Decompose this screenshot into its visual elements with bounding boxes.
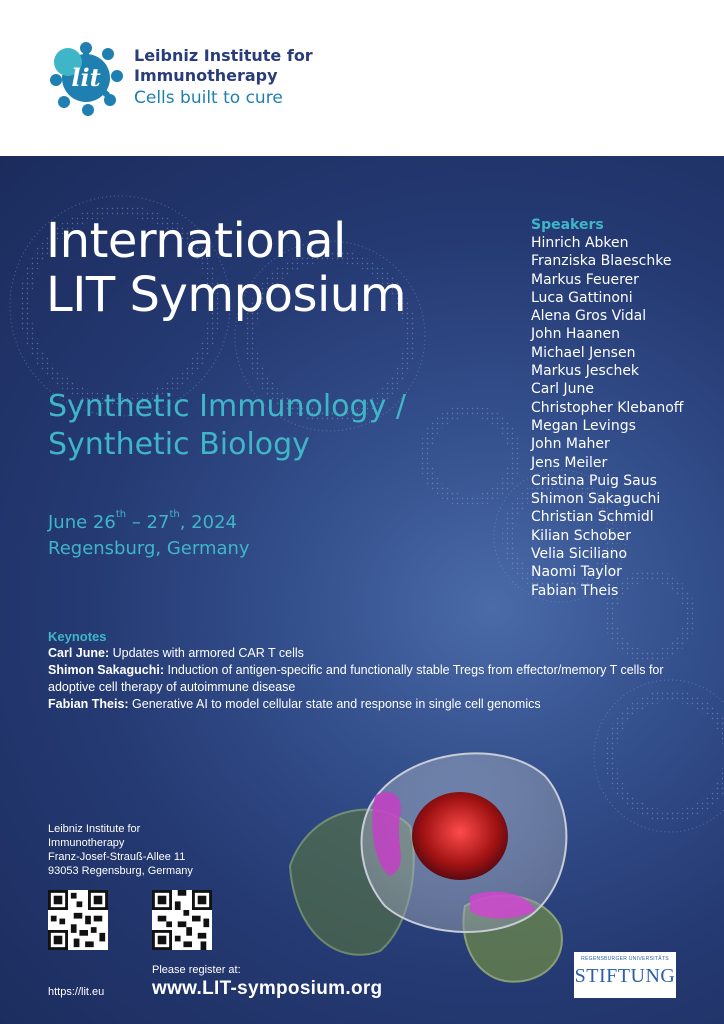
qr-code-icon xyxy=(152,890,212,950)
event-date: June 26th – 27th, 2024 xyxy=(48,509,237,533)
qr-code-icon xyxy=(48,890,108,950)
keynote-item xyxy=(48,696,688,713)
sponsor-logo-top: REGENSBURGER UNIVERSITÄTS xyxy=(581,956,669,962)
speaker-name: Megan Levings xyxy=(531,417,636,434)
address-line1: Leibniz Institute for xyxy=(48,823,141,835)
org-tagline: Cells built to cure xyxy=(134,88,283,108)
speaker-name: Cristina Puig Saus xyxy=(531,472,657,489)
speaker-name: Michael Jensen xyxy=(531,344,636,361)
speaker-name: Luca Gattinoni xyxy=(531,289,633,306)
website-link[interactable]: https://lit.eu xyxy=(48,986,105,998)
keynotes-heading: Keynotes xyxy=(48,629,107,644)
keynote-item xyxy=(48,662,688,696)
keynote-topic: Generative AI to model cellular state and response in single cell genomics xyxy=(128,697,541,711)
speaker-name: Markus Jeschek xyxy=(531,363,640,380)
keynote-topic: Updates with armored CAR T cells xyxy=(109,646,304,660)
institute-address xyxy=(48,822,193,878)
event-date-location xyxy=(48,510,250,562)
keynote-speaker: Carl June: xyxy=(48,646,110,660)
header xyxy=(0,0,724,156)
keynote-item xyxy=(48,645,688,662)
speakers-list xyxy=(531,216,683,600)
speakers-heading: Speakers xyxy=(531,217,604,233)
register-prompt: Please register at: xyxy=(152,964,241,976)
speaker-name: Hinrich Abken xyxy=(531,235,629,251)
speaker-name: Shimon Sakaguchi xyxy=(531,491,661,508)
address-line4: 93053 Regensburg, Germany xyxy=(48,865,193,877)
subtitle-line2: Synthetic Biology xyxy=(48,427,310,462)
speaker-name: Franziska Blaeschke xyxy=(531,253,672,270)
svg-text:lit: lit xyxy=(71,63,101,92)
symposium-title xyxy=(46,214,406,322)
keynote-speaker: Shimon Sakaguchi: xyxy=(48,663,164,677)
symposium-subtitle xyxy=(48,388,406,464)
lit-logo-icon xyxy=(46,38,126,118)
org-name-line2: Immunotherapy xyxy=(134,66,278,85)
qr-code-website[interactable] xyxy=(48,890,108,950)
speaker-name: Fabian Theis xyxy=(531,582,619,599)
subtitle-line1: Synthetic Immunology / xyxy=(48,389,406,424)
speaker-name: Alena Gros Vidal xyxy=(531,308,647,325)
event-location: Regensburg, Germany xyxy=(48,538,250,559)
speaker-name: Jens Meiler xyxy=(531,454,608,471)
keynotes-section xyxy=(48,628,688,713)
address-line2: Immunotherapy xyxy=(48,837,125,849)
cell-illustration xyxy=(270,736,590,1006)
title-line2: LIT Symposium xyxy=(46,267,406,323)
speaker-name: Christian Schmidl xyxy=(531,509,654,526)
speaker-name: Carl June xyxy=(531,381,594,398)
speaker-name: Kilian Schober xyxy=(531,527,632,544)
register-url-link[interactable]: www.LIT-symposium.org xyxy=(152,978,383,999)
keynote-speaker: Fabian Theis: xyxy=(48,697,129,711)
sponsor-logo xyxy=(574,952,676,998)
speaker-name: Velia Siciliano xyxy=(531,546,628,563)
address-line3: Franz-Josef-Strauß-Allee 11 xyxy=(48,851,186,863)
title-line1: International xyxy=(46,213,346,269)
speaker-name: Christopher Klebanoff xyxy=(531,399,684,416)
speaker-name: Markus Feuerer xyxy=(531,271,639,288)
org-name-block xyxy=(134,46,313,109)
speaker-name: Naomi Taylor xyxy=(531,564,622,581)
speaker-name: John Haanen xyxy=(531,326,620,343)
keynote-topic: Induction of antigen-specific and functionally stable Tregs from effector/memory T cells for adoptive cell therapy of autoimmune disease xyxy=(48,663,664,694)
qr-code-registration[interactable] xyxy=(152,890,212,950)
poster-body xyxy=(0,156,724,1024)
org-name-line1: Leibniz Institute for xyxy=(134,46,313,65)
sponsor-logo-main: STIFTUNG xyxy=(574,965,676,987)
speaker-name: John Maher xyxy=(531,436,610,453)
